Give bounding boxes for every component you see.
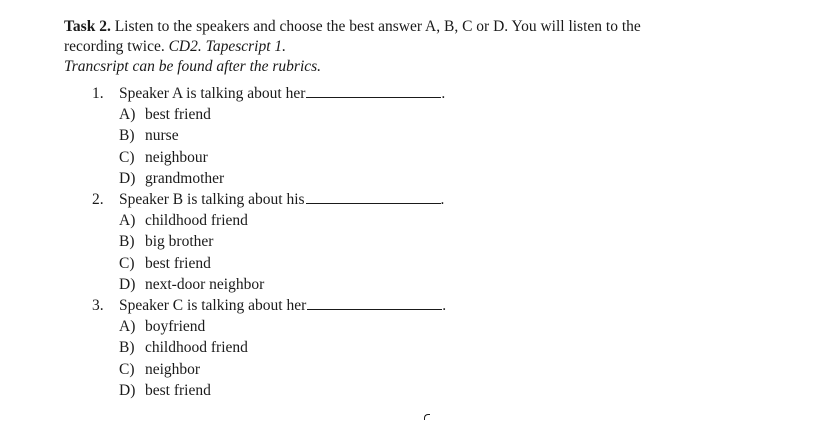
option-letter: D) (119, 275, 136, 293)
option-letter: C) (119, 254, 135, 272)
task-description: Listen to the speakers and choose the best answer A, B, C or D. You will listen to the (110, 18, 641, 35)
question-2 (92, 189, 512, 295)
question-number: 2. (92, 191, 104, 209)
option-letter: A) (119, 106, 136, 124)
question-end-punctuation: . (442, 297, 447, 315)
option-text: best friend (145, 106, 211, 124)
option-letter: C) (119, 148, 135, 166)
option-text: neighbor (145, 360, 201, 378)
answer-blank[interactable] (307, 296, 442, 310)
answer-option-c[interactable] (92, 147, 512, 168)
answer-option-a[interactable] (92, 104, 512, 125)
question-end-punctuation: . (440, 191, 445, 209)
answer-blank[interactable] (306, 84, 441, 98)
answer-option-b[interactable] (92, 125, 512, 146)
instructions-line-1 (64, 17, 804, 37)
option-letter: D) (119, 381, 136, 399)
answer-option-d[interactable] (92, 274, 512, 295)
question-stem-row (92, 83, 512, 104)
question-number: 1. (92, 85, 104, 102)
answer-option-a[interactable] (92, 210, 512, 231)
task-title: Task 2. (64, 18, 111, 35)
answer-option-b[interactable] (92, 231, 512, 252)
option-text: childhood friend (145, 212, 248, 230)
task-description-continued: recording twice. (64, 38, 169, 55)
answer-option-a[interactable] (92, 316, 512, 337)
option-letter: D) (119, 169, 136, 187)
answer-blank[interactable] (306, 190, 441, 204)
question-3 (92, 295, 512, 401)
cropped-character-mark (424, 414, 430, 420)
answer-option-c[interactable] (92, 253, 512, 274)
option-text: big brother (145, 233, 214, 251)
tapescript-reference: CD2. Tapescript 1. (168, 38, 287, 55)
option-text: boyfriend (145, 318, 206, 336)
question-list (92, 83, 512, 401)
question-stem: Speaker C is talking about her (119, 297, 307, 315)
option-text: next-door neighbor (145, 275, 265, 293)
option-letter: A) (119, 212, 136, 230)
option-text: nurse (145, 127, 179, 145)
answer-option-d[interactable] (92, 168, 512, 189)
answer-option-b[interactable] (92, 337, 512, 358)
answer-option-d[interactable] (92, 380, 512, 401)
option-text: neighbour (145, 148, 208, 166)
instructions-line-2 (64, 37, 804, 57)
option-letter: B) (119, 127, 135, 145)
option-letter: A) (119, 318, 136, 336)
option-text: childhood friend (145, 339, 248, 357)
question-stem-row (92, 295, 512, 316)
option-text: best friend (145, 381, 211, 399)
option-text: grandmother (145, 169, 225, 187)
question-stem: Speaker A is talking about her (119, 85, 306, 102)
question-number: 3. (92, 297, 104, 315)
question-stem-row (92, 189, 512, 210)
option-letter: B) (119, 339, 135, 357)
answer-option-c[interactable] (92, 359, 512, 380)
option-letter: B) (119, 233, 135, 251)
question-1 (92, 83, 512, 189)
option-text: best friend (145, 254, 211, 272)
task-instructions (64, 17, 804, 77)
option-letter: C) (119, 360, 135, 378)
question-stem: Speaker B is talking about his (119, 191, 305, 209)
transcript-note: Trancsript can be found after the rubrics. (64, 58, 322, 75)
question-end-punctuation: . (441, 85, 446, 102)
